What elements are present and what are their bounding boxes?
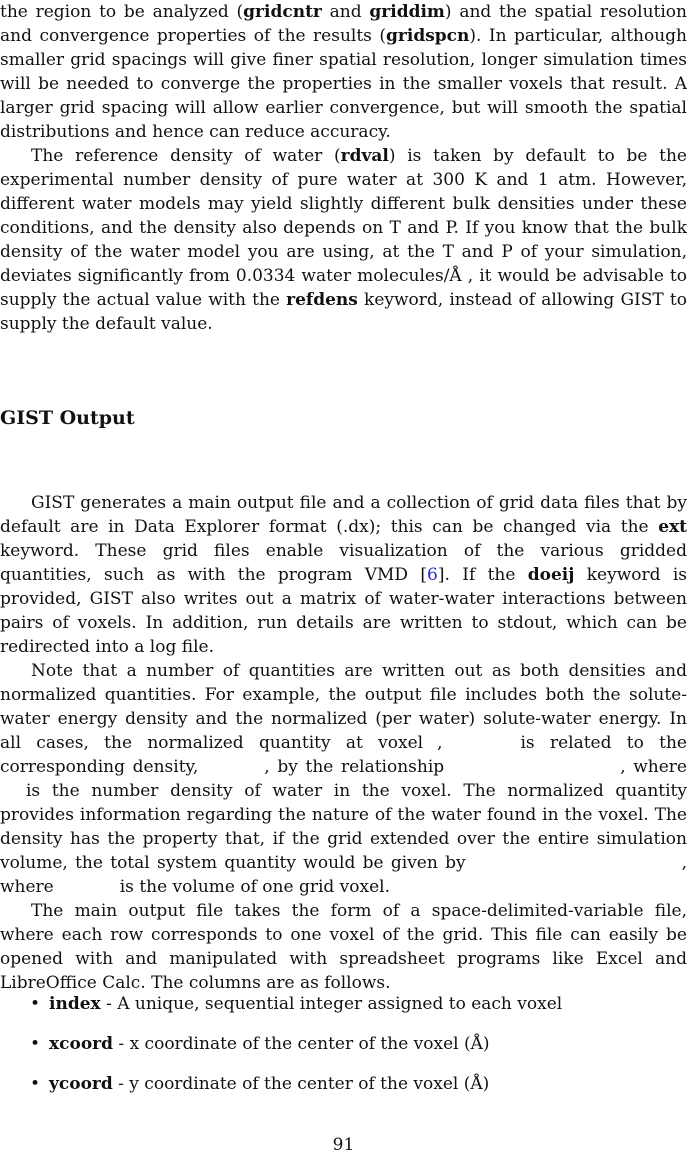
intro-section — [0, 0, 687, 336]
bullet: • — [30, 1074, 41, 1094]
paragraph-grid-parameters: the region to be analyzed (gridcntr and griddim) and the spatial resolution and convergence properties of the results (gridspcn). In particular, although smaller grid spacings will give finer spatial resolution, longer simulation times will be needed to converge the properties in the smaller voxels that result. A larger grid spacing will allow earlier convergence, but will smooth the spatial distributions and hence can reduce accuracy. — [0, 2, 687, 142]
paragraph-output-files: GIST generates a main output file and a collection of grid data files that by default are in Data Explorer format (.dx); this can be changed via the ext keyword. These grid files enable visualization of the various gridded quantities, such as with the program VMD [6]. If the doeij keyword is provided, GIST also writes out a matrix of water-water interactions between pairs of voxels. In addition, run details are written to stdout, which can be redirected into a log file. — [0, 493, 687, 657]
keyword-rdval: rdval — [340, 146, 389, 166]
output-section — [0, 491, 687, 995]
keyword-ext: ext — [658, 517, 687, 537]
column-name: index — [49, 994, 101, 1014]
column-list — [0, 992, 687, 1112]
keyword-doeij: doeij — [527, 565, 575, 585]
column-description: - x coordinate of the center of the voxel (Å) — [113, 1034, 490, 1054]
paragraph-main-output-file: The main output file takes the form of a space-delimited-variable file, where each row corresponds to one voxel of the grid. This file can easily be opened with and manipulated with spreadsheet programs like Excel and LibreOffice Calc. The columns are as follows. — [0, 901, 687, 993]
list-item — [0, 992, 687, 1016]
column-description: - y coordinate of the center of the voxel (Å) — [112, 1074, 490, 1094]
column-name: ycoord — [49, 1074, 113, 1094]
list-item — [0, 1072, 687, 1096]
bullet: • — [30, 994, 41, 1014]
list-item — [0, 1032, 687, 1056]
bullet: • — [30, 1034, 41, 1054]
page-number: 91 — [332, 1135, 355, 1155]
keyword-griddim: griddim — [369, 2, 445, 22]
column-name: xcoord — [49, 1034, 114, 1054]
section-heading: GIST Output — [0, 407, 135, 429]
keyword-refdens: refdens — [286, 290, 358, 310]
citation-link[interactable]: 6 — [427, 565, 438, 585]
keyword-gridspcn: gridspcn — [386, 26, 470, 46]
keyword-gridcntr: gridcntr — [243, 2, 322, 22]
paragraph-reference-density: The reference density of water (rdval) is taken by default to be the experimental number density of pure water at 300 K and 1 atm. However, different water models may yield slightly different bulk densities under these conditions, and the density also depends on T and P. If you know that the bulk density of the water model you are using, at the T and P of your simulation, deviates significantly from 0.0334 water molecules/Å , it would be advisable to supply the actual value with the refdens keyword, instead of allowing GIST to supply the default value. — [0, 146, 687, 334]
column-description: - A unique, sequential integer assigned to each voxel — [100, 994, 563, 1014]
paragraph-normalized-quantities: Note that a number of quantities are written out as both densities and normalized quantities. For example, the output file includes both the solute-water energy density and the normalized (per water) solute-water energy. In all cases, the normalized quantity at voxel , is related to the corresponding density, , by the relationship , whereis the number density of water in the voxel. The normalized quantity provides information regarding the nature of the water found in the voxel. The density has the property that, if the grid extended over the entire simulation volume, the total system quantity would be given by , where is the volume of one grid voxel. — [0, 661, 687, 897]
